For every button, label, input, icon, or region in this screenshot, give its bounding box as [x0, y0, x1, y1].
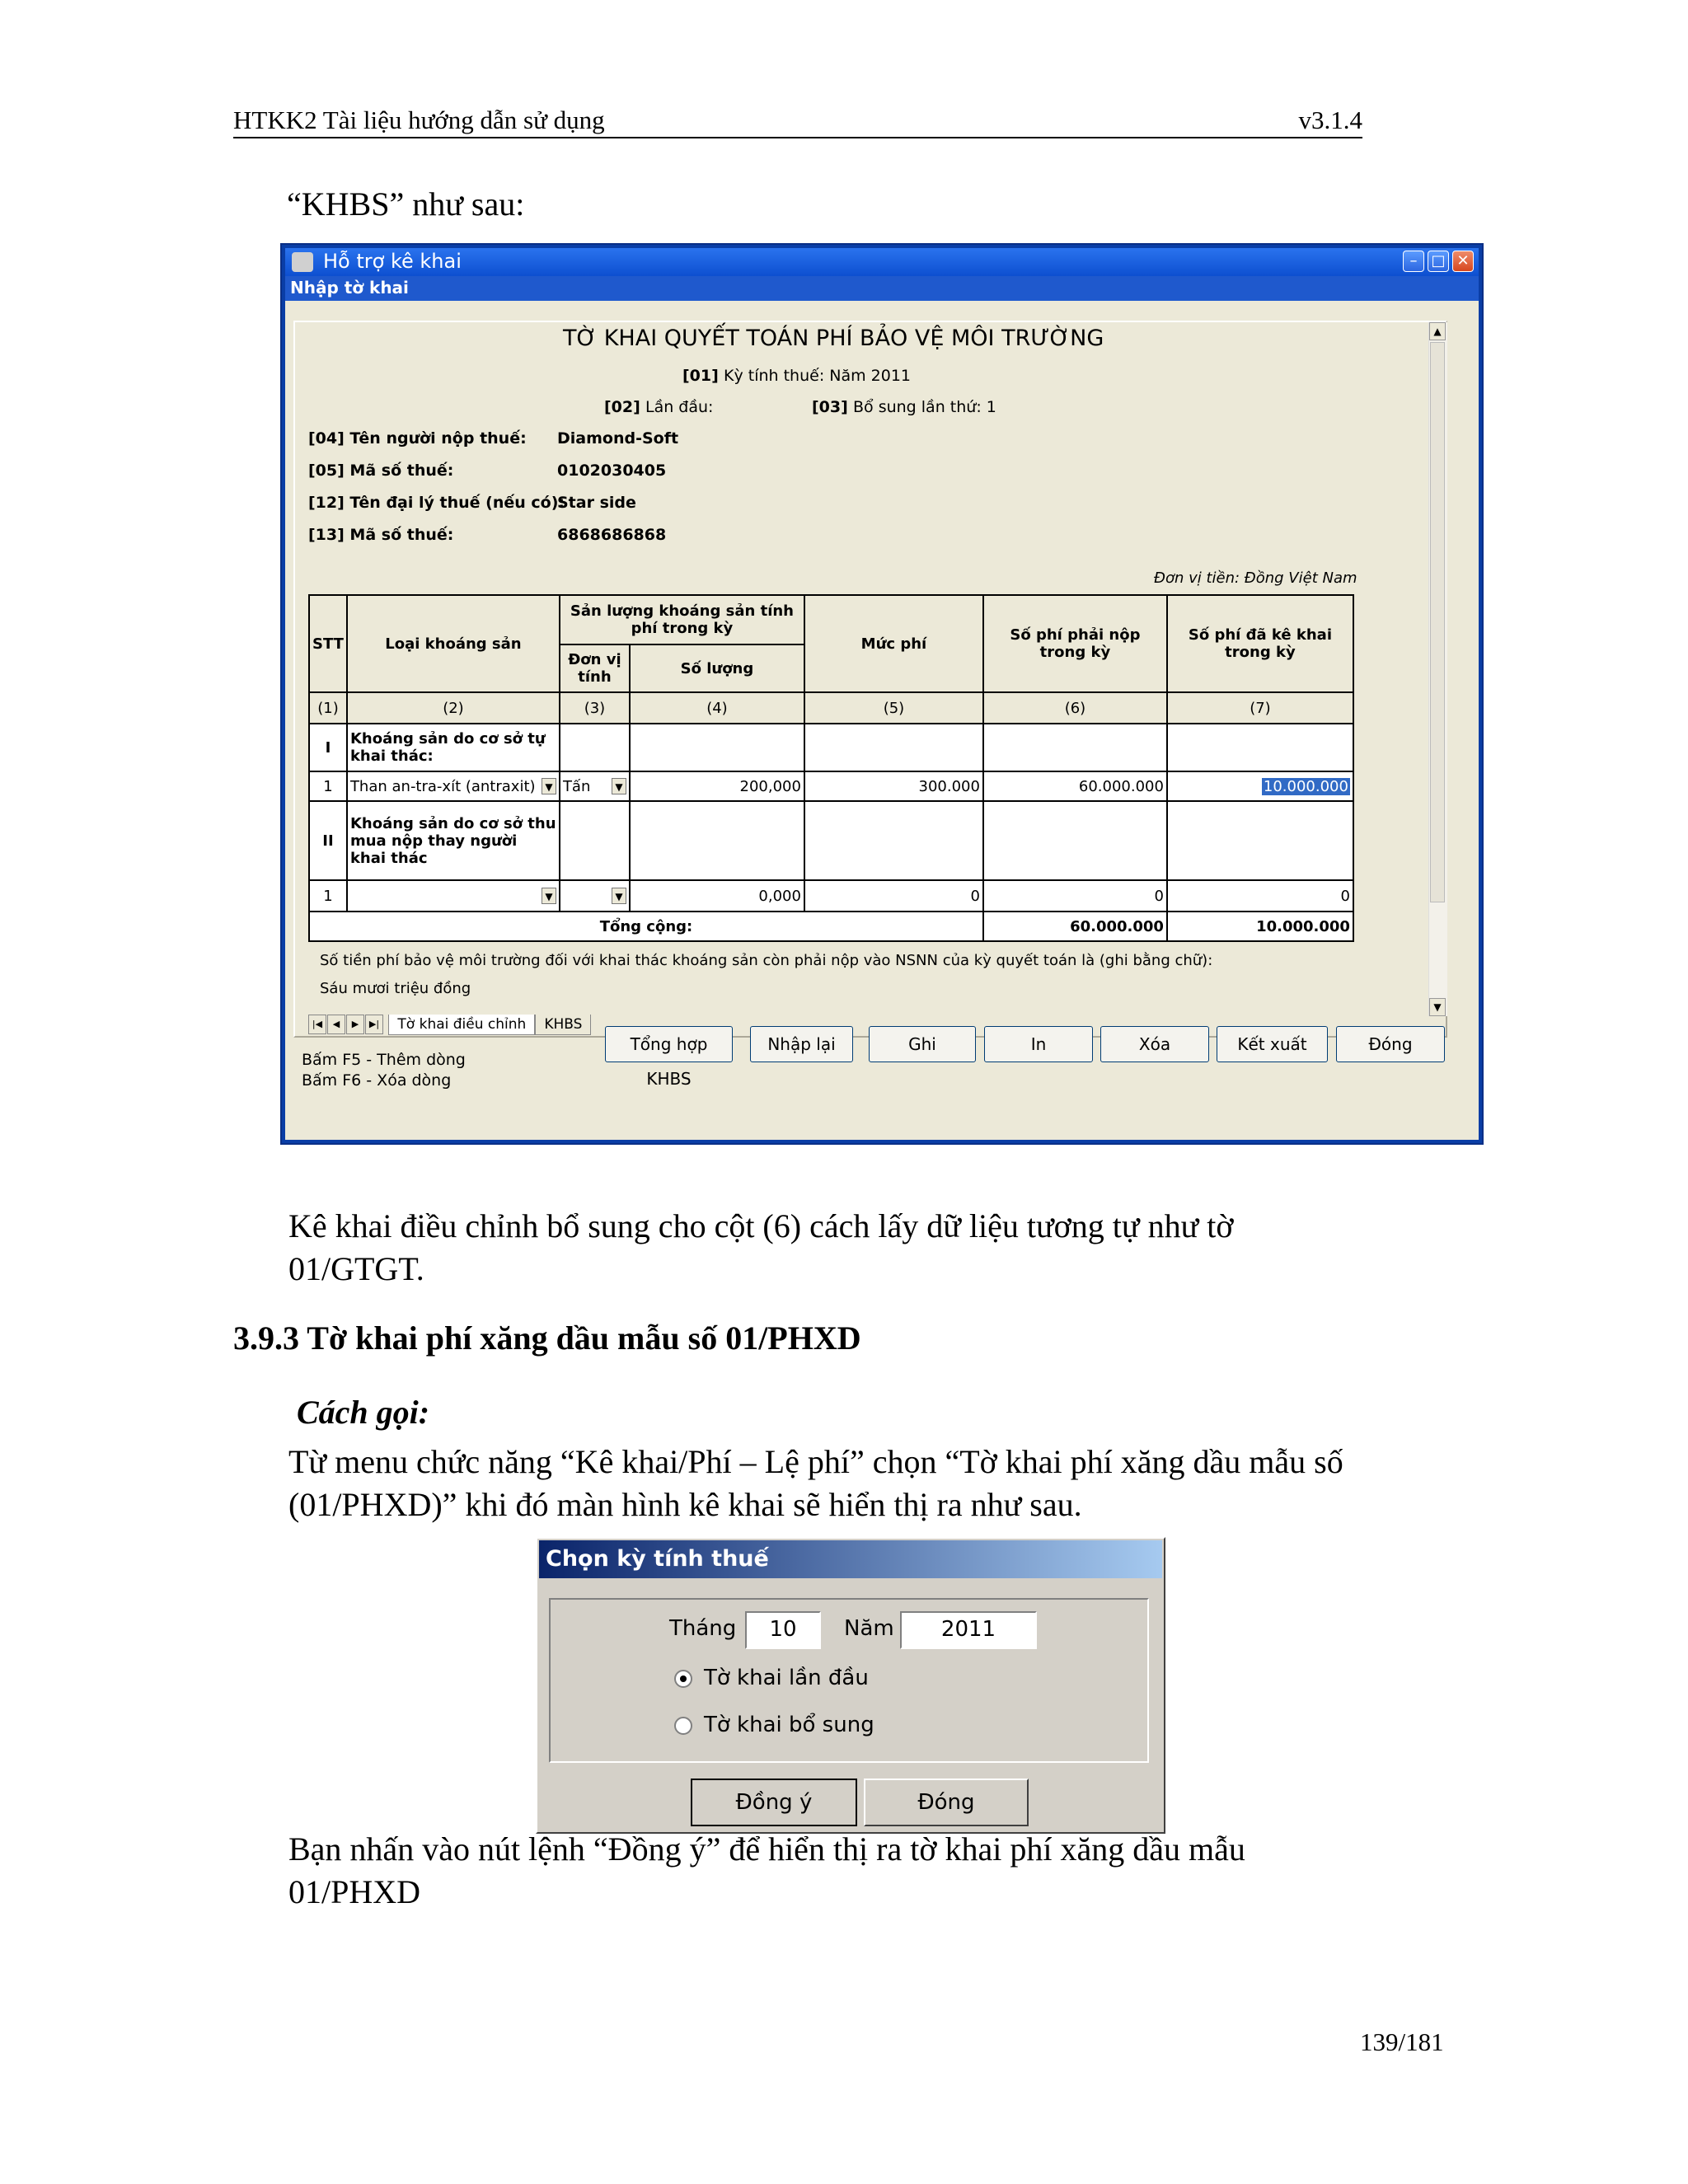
- radio-first-declaration[interactable]: [674, 1670, 692, 1688]
- row2-soluong[interactable]: 0,000: [630, 880, 804, 912]
- table-cell: [983, 724, 1167, 771]
- thang-label: Tháng: [669, 1616, 737, 1641]
- nam-input[interactable]: 2011: [900, 1611, 1037, 1649]
- row2-stt: 1: [309, 880, 347, 912]
- scroll-down-icon[interactable]: ▼: [1429, 998, 1446, 1016]
- window-subtitle-bar: [285, 276, 1479, 301]
- col-index: (7): [1167, 692, 1353, 724]
- thang-input[interactable]: 10: [745, 1611, 821, 1649]
- col-index: (5): [804, 692, 983, 724]
- f13-label: [13] Mã số thuế:: [308, 526, 454, 544]
- header-title: HTKK2 Tài liệu hướng dẫn sử dụng: [233, 105, 605, 134]
- total-phainop: 60.000.000: [983, 912, 1167, 941]
- vertical-scrollbar[interactable]: [1428, 322, 1447, 1016]
- close-icon[interactable]: ✕: [1452, 251, 1474, 272]
- header-loai: Loại khoáng sản: [347, 595, 560, 692]
- sheet-tabs: [308, 1015, 591, 1038]
- header-mucphi: Mức phí: [804, 595, 983, 692]
- header-version: v3.1.4: [1298, 105, 1362, 134]
- currency-unit: Đơn vị tiền: Đồng Việt Nam: [1154, 569, 1357, 587]
- header-sanluong: Sản lượng khoáng sản tính phí trong kỳ: [560, 595, 804, 644]
- dropdown-arrow-icon[interactable]: ▼: [612, 888, 626, 904]
- section-i-number: I: [309, 724, 347, 771]
- row2-mucphi[interactable]: 0: [804, 880, 983, 912]
- paragraph-2-line-2: (01/PHXD)” khi đó màn hình kê khai sẽ hiển thị ra như sau.: [288, 1486, 1082, 1523]
- section-heading: 3.9.3 Tờ khai phí xăng dầu mẫu số 01/PHXD: [233, 1319, 861, 1357]
- header-phainop: Số phí phải nộp trong kỳ: [983, 595, 1167, 692]
- first-sheet-icon[interactable]: |◀: [308, 1015, 326, 1034]
- f12-label: [12] Tên đại lý thuế (nếu có):: [308, 494, 565, 512]
- dropdown-arrow-icon[interactable]: ▼: [542, 888, 556, 904]
- scroll-thumb[interactable]: [1430, 342, 1445, 902]
- paragraph-1-line-2: 01/GTGT.: [288, 1250, 424, 1287]
- window-title: Hỗ trợ kê khai: [323, 250, 462, 273]
- f13-value[interactable]: 6868686868: [557, 526, 667, 544]
- minimize-icon[interactable]: –: [1403, 251, 1424, 272]
- col-index: (1): [309, 692, 347, 724]
- radio-supplementary-declaration[interactable]: [674, 1717, 692, 1735]
- table-cell: [630, 724, 804, 771]
- f02-text: Lần đầu:: [645, 398, 714, 416]
- total-label: Tổng cộng:: [309, 912, 983, 941]
- table-cell: [1167, 801, 1353, 880]
- f02-code: [02]: [604, 398, 640, 416]
- tab-to-khai-dieu-chinh[interactable]: Tờ khai điều chỉnh: [388, 1015, 535, 1035]
- header-dakekhai: Số phí đã kê khai trong kỳ: [1167, 595, 1353, 692]
- last-sheet-icon[interactable]: ▶|: [365, 1015, 383, 1034]
- col-index: (6): [983, 692, 1167, 724]
- row1-loai-select[interactable]: [347, 771, 560, 801]
- f01-text: Kỳ tính thuế: Năm 2011: [724, 367, 912, 385]
- row2-donvi-select[interactable]: [560, 880, 630, 912]
- row2-loai-select[interactable]: [347, 880, 560, 912]
- hint-delete-row: Bấm F6 - Xóa dòng: [302, 1071, 452, 1090]
- header-soluong: Số lượng: [630, 644, 804, 692]
- table-cell: [560, 801, 630, 880]
- f03-text: Bổ sung lần thứ: 1: [853, 398, 996, 416]
- section-i-label: Khoáng sản do cơ sở tự khai thác:: [347, 724, 560, 771]
- next-sheet-icon[interactable]: ▶: [346, 1015, 364, 1034]
- ghi-button[interactable]: Ghi: [869, 1026, 976, 1062]
- row2-phainop[interactable]: 0: [983, 880, 1167, 912]
- dialog-close-button[interactable]: Đóng: [864, 1779, 1029, 1826]
- cach-goi-heading: Cách gọi:: [297, 1394, 430, 1431]
- f04-label: [04] Tên người nộp thuế:: [308, 429, 527, 448]
- scroll-up-icon[interactable]: ▲: [1429, 322, 1446, 340]
- radio-supplementary-label: Tờ khai bổ sung: [704, 1713, 874, 1737]
- total-dakekhai: 10.000.000: [1167, 912, 1353, 941]
- table-cell: [804, 801, 983, 880]
- period-dialog: [536, 1537, 1165, 1834]
- row1-soluong[interactable]: 200,000: [630, 771, 804, 801]
- dialog-title: Chọn kỳ tính thuế: [546, 1546, 769, 1572]
- xoa-button[interactable]: Xóa: [1100, 1026, 1209, 1062]
- table-cell: [560, 724, 630, 771]
- row2-dakekhai[interactable]: 0: [1167, 880, 1353, 912]
- f05-value[interactable]: 0102030405: [557, 462, 667, 480]
- row1-dakekhai-cell[interactable]: [1167, 771, 1353, 801]
- nhap-lai-button[interactable]: Nhập lại: [750, 1026, 853, 1062]
- tab-khbs[interactable]: KHBS: [535, 1015, 591, 1035]
- radio-first-declaration-label: Tờ khai lần đầu: [704, 1666, 869, 1690]
- dropdown-arrow-icon[interactable]: ▼: [542, 778, 556, 794]
- table-cell: [1167, 724, 1353, 771]
- intro-text: “KHBS” như sau:: [287, 185, 525, 223]
- table-cell: [630, 801, 804, 880]
- f04-value[interactable]: Diamond-Soft: [557, 429, 679, 448]
- ket-xuat-button[interactable]: Kết xuất: [1217, 1026, 1328, 1062]
- col-index: (3): [560, 692, 630, 724]
- table-cell: [983, 801, 1167, 880]
- paragraph-2-line-1: Từ menu chức năng “Kê khai/Phí – Lệ phí” chọn “Tờ khai phí xăng dầu mẫu số: [288, 1443, 1343, 1480]
- dialog-titlebar: [539, 1540, 1162, 1578]
- window-body: [285, 301, 1479, 1140]
- header-donvi: Đơn vị tính: [560, 644, 630, 692]
- paragraph-3-line-2: 01/PHXD: [288, 1873, 421, 1910]
- nam-label: Năm: [844, 1616, 894, 1641]
- app-icon: [292, 252, 313, 272]
- f03-code: [03]: [812, 398, 848, 416]
- f01-code: [01]: [682, 367, 719, 385]
- row1-mucphi[interactable]: 300.000: [804, 771, 983, 801]
- tong-hop-khbs-button[interactable]: Tổng hợp KHBS: [605, 1026, 733, 1062]
- minerals-table: [308, 594, 1354, 942]
- maximize-icon[interactable]: □: [1428, 251, 1449, 272]
- window-titlebar: [285, 248, 1479, 276]
- dropdown-arrow-icon[interactable]: ▼: [612, 778, 626, 794]
- prev-sheet-icon[interactable]: ◀: [327, 1015, 345, 1034]
- paragraph-1-line-1: Kê khai điều chỉnh bổ sung cho cột (6) cách lấy dữ liệu tương tự như tờ: [288, 1207, 1234, 1244]
- form-area: [293, 321, 1447, 1038]
- row1-loai-value: Than an-tra-xít (antraxit): [349, 777, 536, 795]
- table-cell: [804, 724, 983, 771]
- col-index: (4): [630, 692, 804, 724]
- section-ii-label: Khoáng sản do cơ sở thu mua nộp thay người khai thác: [347, 801, 560, 880]
- col-index: (2): [347, 692, 560, 724]
- form-title: TỜ KHAI QUYẾT TOÁN PHÍ BẢO VỆ MÔI TRƯỜNG: [563, 326, 1104, 351]
- amount-in-words-value[interactable]: Sáu mươi triệu đồng: [320, 980, 471, 997]
- dong-y-button[interactable]: Đồng ý: [691, 1779, 857, 1826]
- f12-value[interactable]: Star side: [557, 494, 636, 512]
- header-stt: STT: [309, 595, 347, 692]
- hint-add-row: Bấm F5 - Thêm dòng: [302, 1051, 466, 1069]
- row1-dakekhai-selected[interactable]: 10.000.000: [1263, 777, 1348, 795]
- page-number: 139/181: [1360, 2027, 1444, 2056]
- paragraph-3-line-1: Bạn nhấn vào nút lệnh “Đồng ý” để hiển thị ra tờ khai phí xăng dầu mẫu: [288, 1830, 1245, 1868]
- row1-phainop[interactable]: 60.000.000: [983, 771, 1167, 801]
- dong-button[interactable]: Đóng: [1336, 1026, 1445, 1062]
- in-button[interactable]: In: [984, 1026, 1093, 1062]
- row1-donvi-select[interactable]: [560, 771, 630, 801]
- window-subtitle: Nhập tờ khai: [290, 278, 409, 298]
- f05-label: [05] Mã số thuế:: [308, 462, 454, 480]
- row1-donvi-value: Tấn: [562, 777, 591, 795]
- document-header: [233, 105, 1362, 138]
- dialog-group: [549, 1598, 1149, 1763]
- row1-stt: 1: [309, 771, 347, 801]
- section-ii-number: II: [309, 801, 347, 880]
- amount-in-words-label: Số tiền phí bảo vệ môi trường đối với khai thác khoáng sản còn phải nộp vào NSNN của kỳ quyết toán là (ghi bằng chữ):: [320, 952, 1213, 969]
- declaration-window: [280, 243, 1484, 1145]
